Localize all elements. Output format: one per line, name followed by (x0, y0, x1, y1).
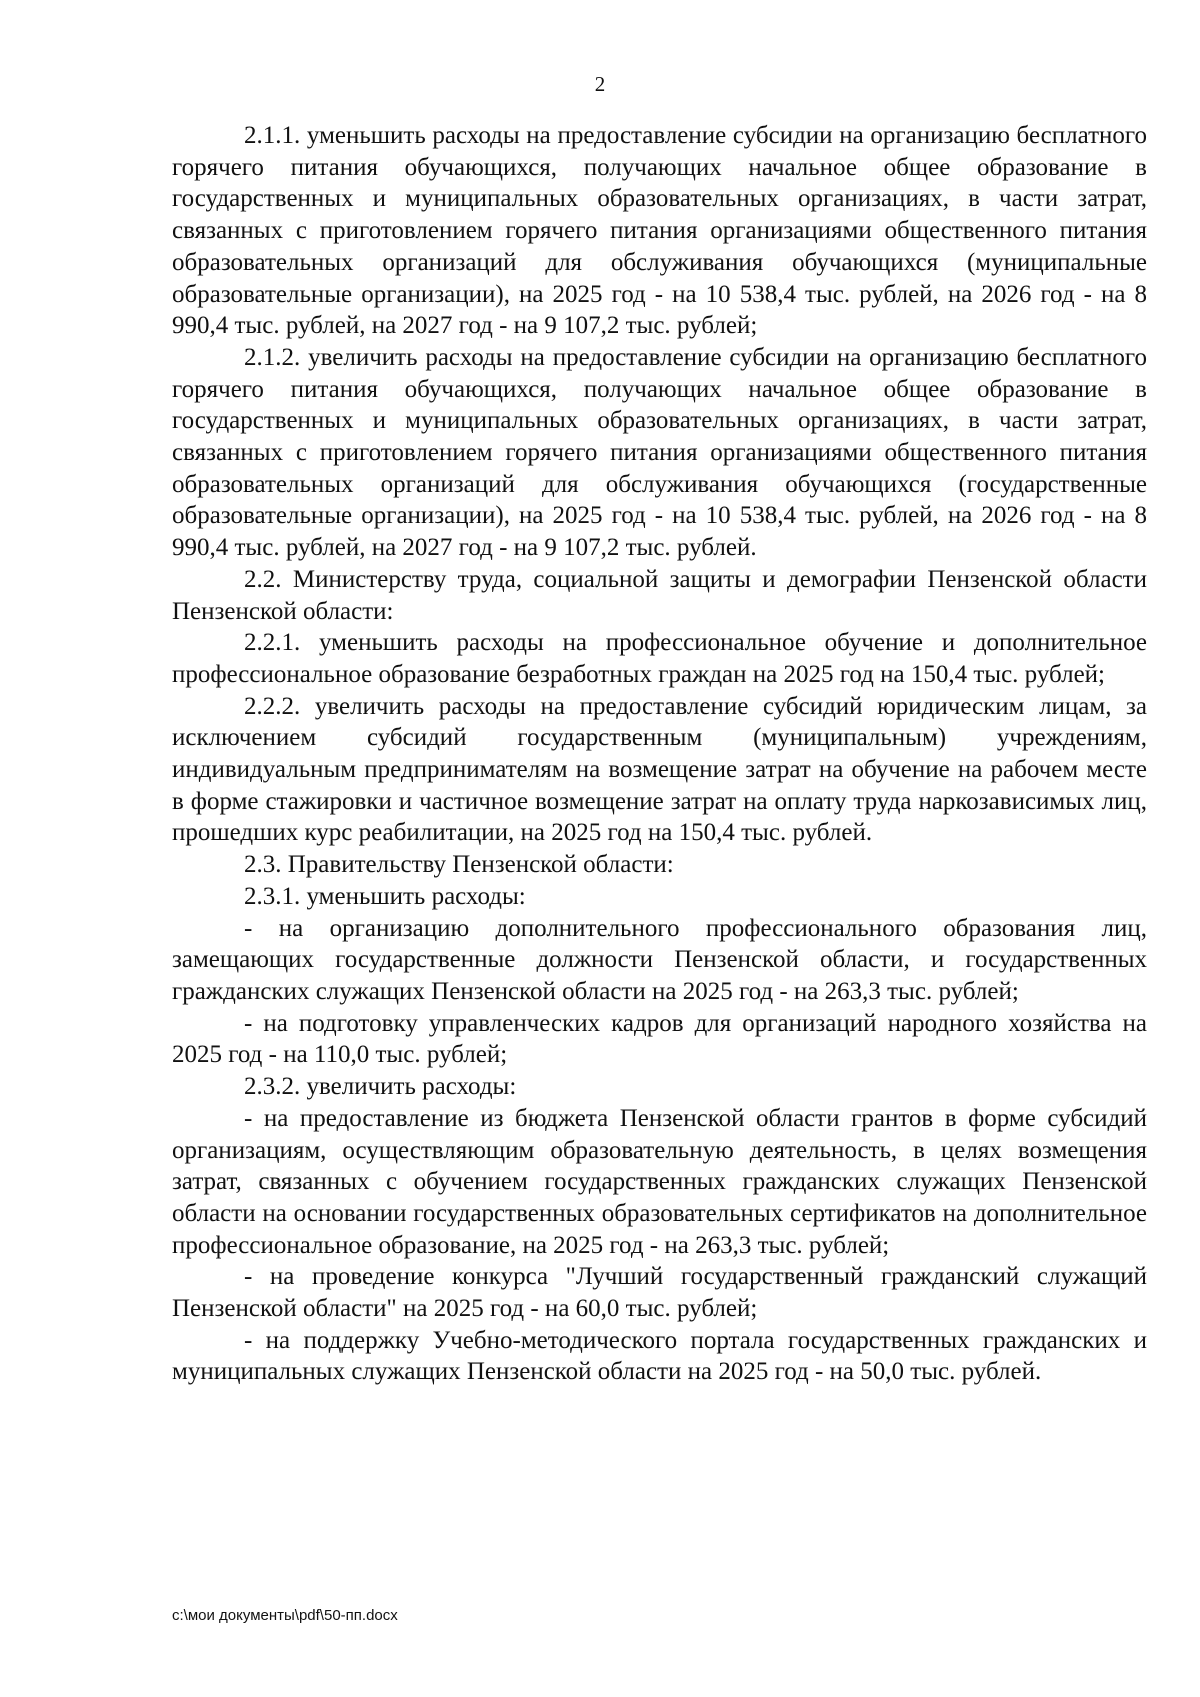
page-number: 2 (594, 72, 606, 96)
paragraph-2-3-1: 2.3.1. уменьшить расходы: (244, 882, 526, 910)
paragraph-2-2-2: 2.2.2. увеличить расходы на предоставление субсидий юридическим лицам, за исключением субсидий государственным (муниципальным) учреждениям, индивидуальным предпринимателям на возмещение затрат на обучение на рабочем месте в форме стажировки и частичное возмещение затрат на оплату труда наркозависимых лиц, прошедших курс реабилитации, на 2025 год на 150,4 тыс. рублей. (172, 692, 1147, 847)
paragraph-2-2-1: 2.2.1. уменьшить расходы на профессиональное обучение и дополнительное профессиональное образование безработных граждан на 2025 год на 150,4 тыс. рублей; (172, 629, 1147, 688)
paragraph-2-3: 2.3. Правительству Пензенской области: (244, 851, 674, 879)
paragraph-2-1-1: 2.1.1. уменьшить расходы на предоставление субсидии на организацию бесплатного горячего питания обучающихся, получающих начальное общее образование в государственных и муниципальных образовательных организациях, в части затрат, связанных с приготовлением горячего питания организациями общественного питания образовательных организаций для обслуживания обучающихся (муниципальные образовательные организации), на 2025 год - на 10 538,4 тыс. рублей, на 2026 год - на 8 990,4 тыс. рублей, на 2027 год - на 9 107,2 тыс. рублей; (172, 122, 1147, 340)
list-item-increase-3: - на поддержку Учебно-методического портала государственных гражданских и муниципальных служащих Пензенской области на 2025 год - на 50,0 тыс. рублей. (172, 1326, 1147, 1386)
paragraph-2-2: 2.2. Министерству труда, социальной защиты и демографии Пензенской области Пензенской области: (172, 565, 1147, 625)
paragraph-2-1-2: 2.1.2. увеличить расходы на предоставление субсидии на организацию бесплатного горячего питания обучающихся, получающих начальное общее образование в государственных и муниципальных образовательных организациях, в части затрат, связанных с приготовлением горячего питания организациями общественного питания образовательных организаций для обслуживания обучающихся (государственные образовательные организации), на 2025 год - на 10 538,4 тыс. рублей, на 2026 год - на 8 990,4 тыс. рублей, на 2027 год - на 9 107,2 тыс. рублей. (172, 343, 1147, 562)
list-item-decrease-2: - на подготовку управленческих кадров для организаций народного хозяйства на 2025 год - на 110,0 тыс. рублей; (172, 1009, 1147, 1069)
document-body (172, 120, 1147, 1388)
paragraph-2-3-2: 2.3.2. увеличить расходы: (244, 1073, 517, 1101)
footer-file-path: c:\мои документы\pdf\50-пп.docx (172, 1607, 398, 1624)
list-item-increase-1: - на предоставление из бюджета Пензенской области грантов в форме субсидий организациям, осуществляющим образовательную деятельность, в целях возмещения затрат, связанных с обучением государственных гражданских служащих Пензенской области на основании государственных образовательных сертификатов на дополнительное профессиональное образование, на 2025 год - на 263,3 тыс. рублей; (172, 1104, 1147, 1259)
list-item-increase-2: - на проведение конкурса "Лучший государственный гражданский служащий Пензенской области" на 2025 год - на 60,0 тыс. рублей; (172, 1263, 1147, 1323)
list-item-decrease-1: - на организацию дополнительного профессионального образования лиц, замещающих государственные должности Пензенской области, и государственных гражданских служащих Пензенской области на 2025 год - на 263,3 тыс. рублей; (172, 914, 1147, 1005)
